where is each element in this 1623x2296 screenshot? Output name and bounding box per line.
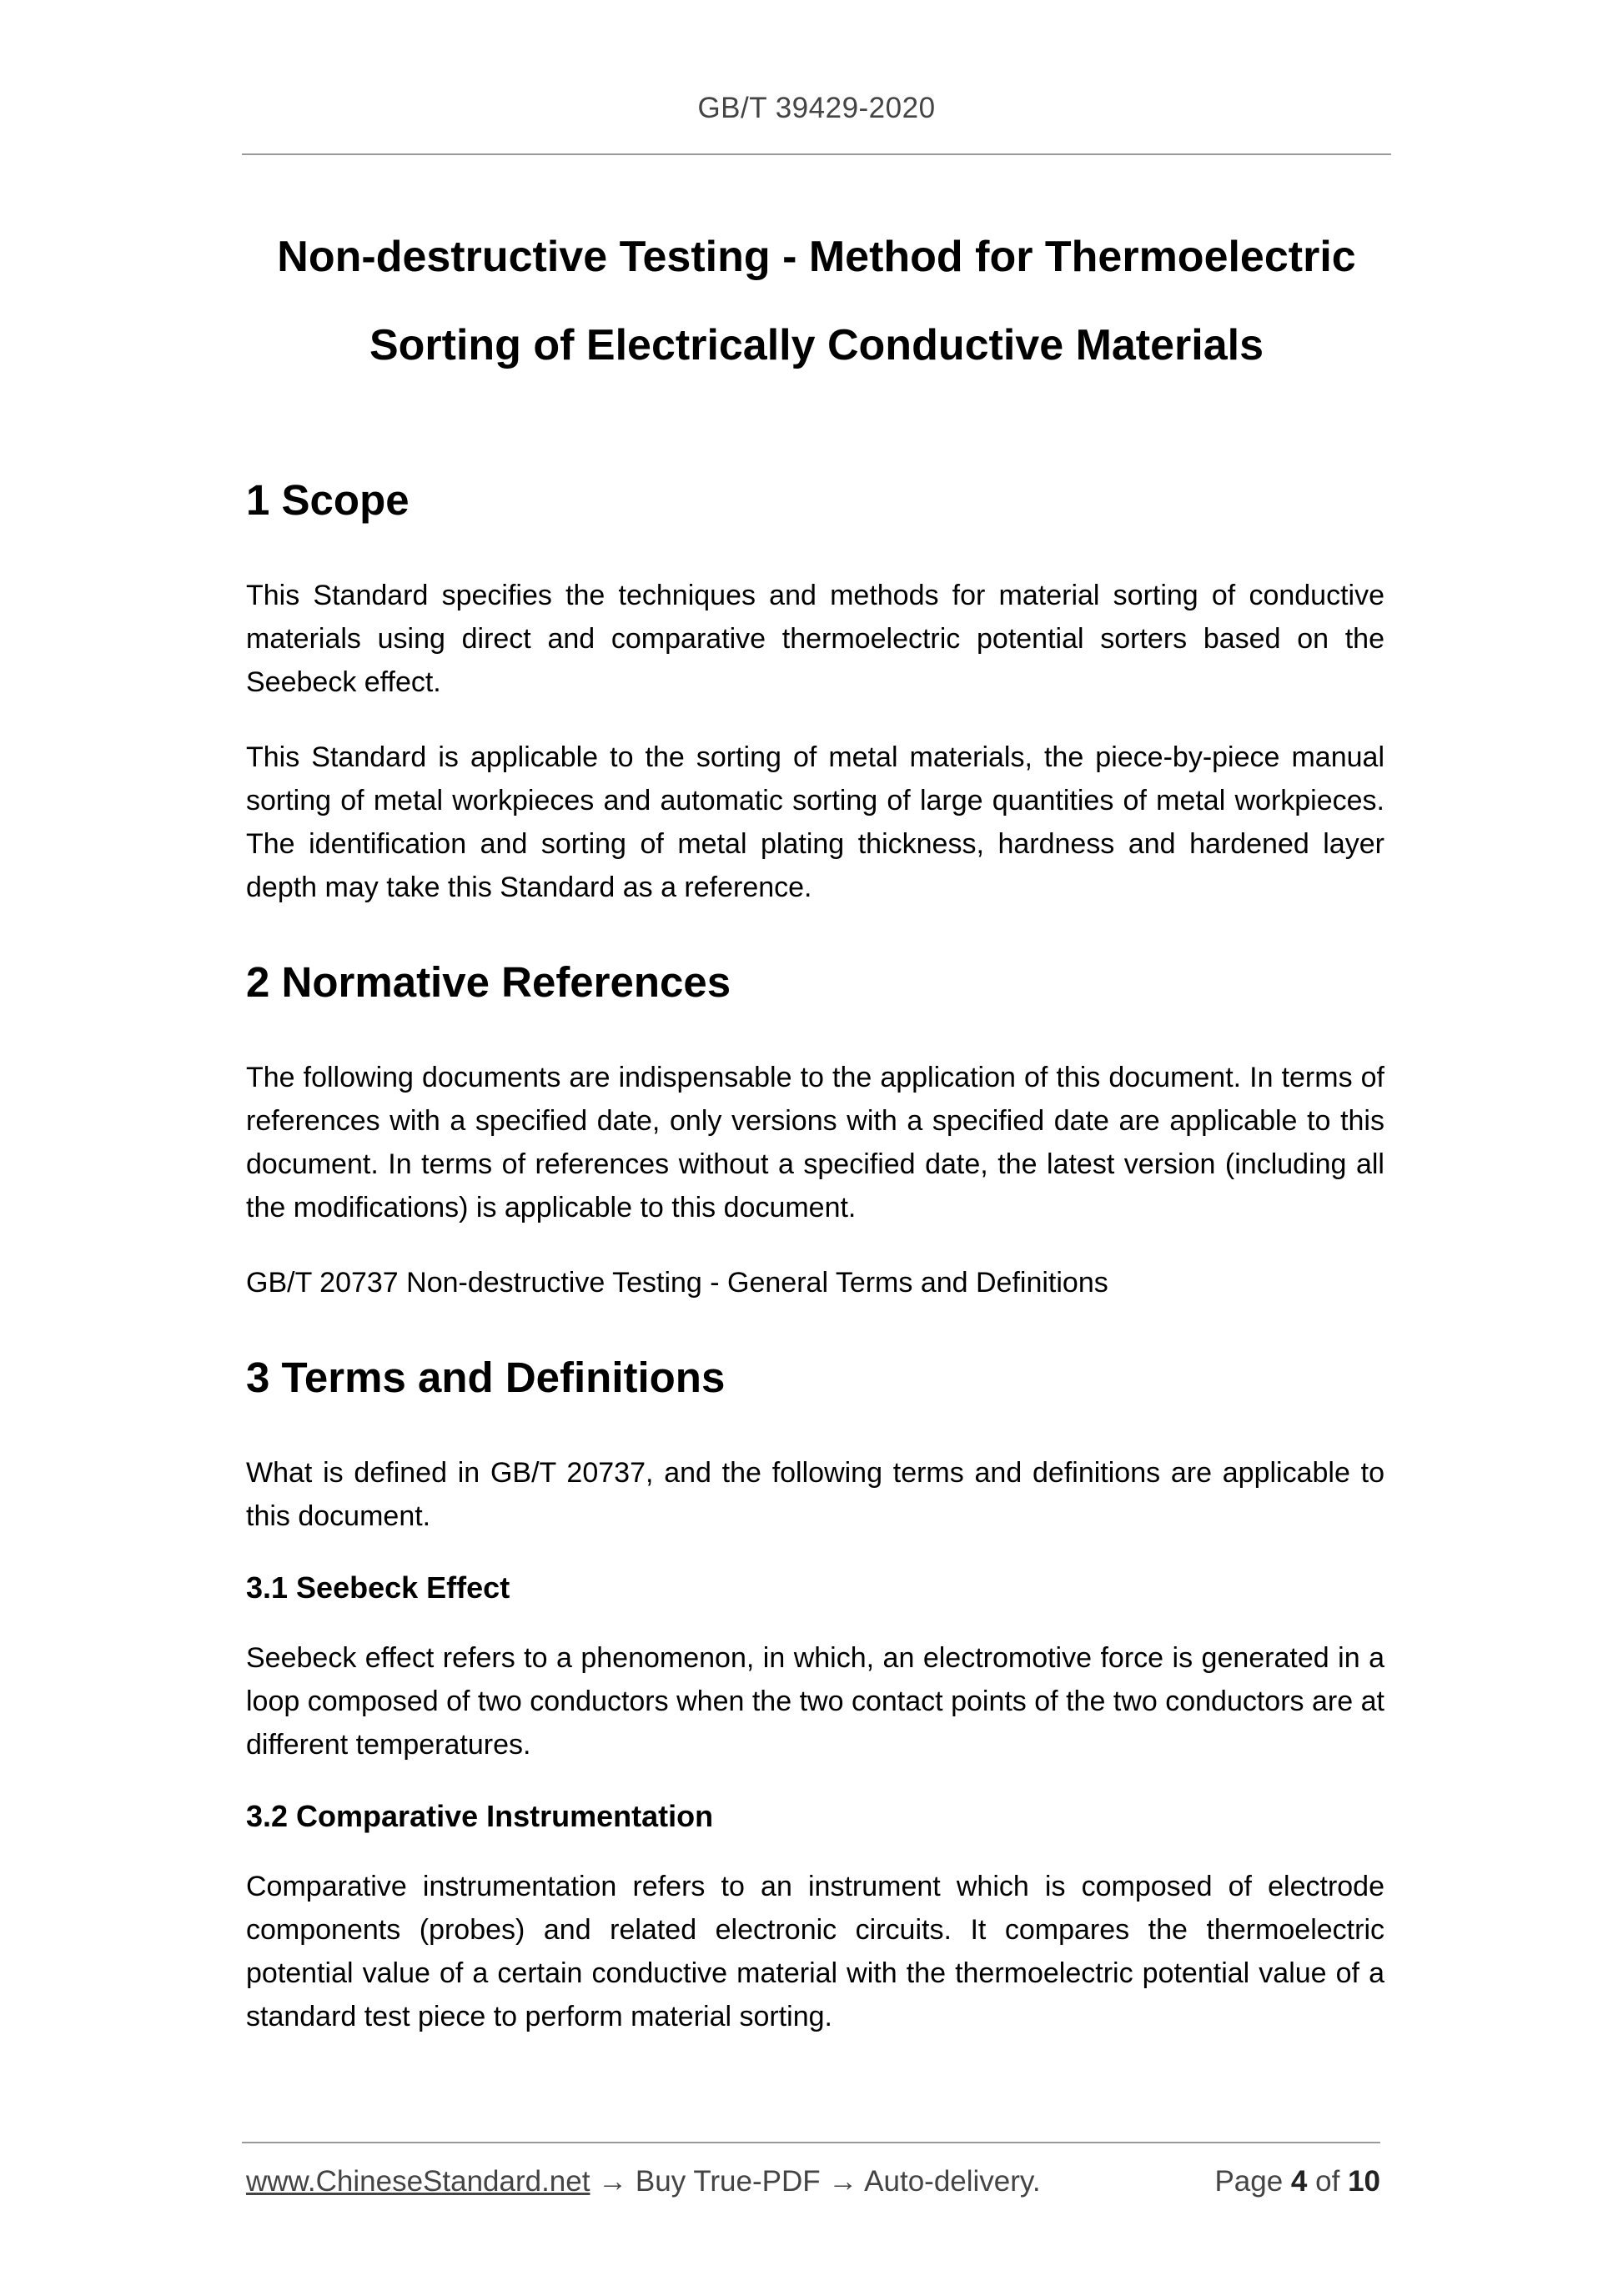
- scope-paragraph-2: This Standard is applicable to the sorting of metal materials, the piece-by-piece manual sorting of metal workpieces and automatic sorting of large quantities of metal workpieces. The identification and sorting of metal plating thickness, hardness and hardened layer depth may take this Standard as a reference.: [246, 741, 1384, 903]
- document-title: [242, 213, 1391, 389]
- document-header-id: GB/T 39429-2020: [697, 92, 936, 124]
- footer-promo-text: → Buy True-PDF → Auto-delivery.: [590, 2165, 1041, 2198]
- page-label: Page: [1214, 2165, 1284, 2198]
- seebeck-effect-definition: Seebeck effect refers to a phenomenon, in which, an electromotive force is generated in a loop composed of two conductors when the two contact points of the two conductors are at different temperatures.: [246, 1642, 1384, 1761]
- footer-promo: [246, 2165, 1041, 2198]
- section-heading-terms-definitions: 3 Terms and Definitions: [246, 1354, 726, 1401]
- page-current: 4: [1290, 2165, 1308, 2198]
- title-line-2: Sorting of Electrically Conductive Materials: [369, 321, 1264, 369]
- page-total: 10: [1348, 2165, 1380, 2198]
- page-of-label: of: [1315, 2165, 1340, 2198]
- normative-reference-item: GB/T 20737 Non-destructive Testing - General Terms and Definitions: [246, 1267, 1108, 1299]
- site-link[interactable]: www.ChineseStandard.net: [246, 2165, 590, 2198]
- comparative-instrumentation-definition: Comparative instrumentation refers to an instrument which is composed of electrode components (probes) and related electronic circuits. It compares the thermoelectric potential value of a certain conductive material with the thermoelectric potential value of a standard test piece to perform material sorting.: [246, 1871, 1384, 2032]
- normative-paragraph-1: The following documents are indispensable to the application of this document. In terms of references with a specified date, only versions with a specified date are applicable to this document. In terms of references without a specified date, the latest version (including all the modifications) is applicable to this document.: [246, 1062, 1384, 1223]
- footer-divider: [242, 2142, 1380, 2143]
- scope-paragraph-1: This Standard specifies the techniques and methods for material sorting of conductive materials using direct and comparative thermoelectric potential sorters based on the Seebeck effect.: [246, 580, 1384, 698]
- title-line-1: Non-destructive Testing - Method for Thermoelectric: [277, 233, 1356, 281]
- document-body: [246, 467, 1384, 2038]
- section-heading-normative-references: 2 Normative References: [246, 958, 731, 1006]
- subsection-heading-comparative-instrumentation: 3.2 Comparative Instrumentation: [246, 1799, 714, 1833]
- terms-paragraph-1: What is defined in GB/T 20737, and the following terms and definitions are applicable to this document.: [246, 1457, 1384, 1532]
- header-divider: [242, 153, 1391, 155]
- page-footer: [246, 2165, 1380, 2198]
- page-number: [1214, 2165, 1380, 2198]
- section-heading-scope: 1 Scope: [246, 476, 410, 524]
- subsection-heading-seebeck-effect: 3.1 Seebeck Effect: [246, 1570, 510, 1605]
